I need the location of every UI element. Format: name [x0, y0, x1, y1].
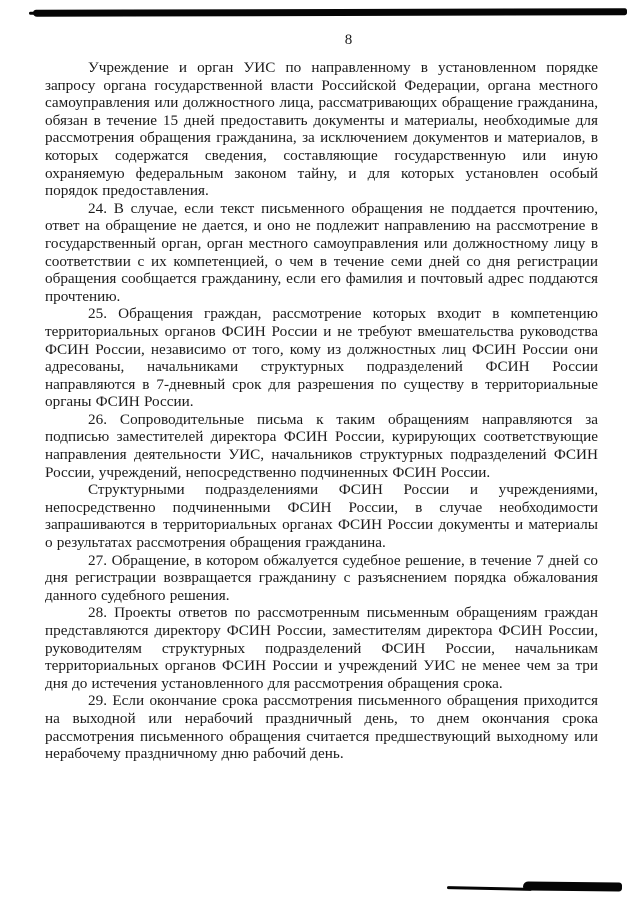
- page-number: 8: [344, 32, 353, 48]
- paragraph-25: 25. Обращения граждан, рассмотрение которых входит в компетенцию территориальных органов ФСИН России и не требуют вмешательства руководства ФСИН России, независимо от того, кому из должностных лиц ФСИН России они адресованы, начальниками структурных подразделений ФСИН России направляются в 7-дневный срок для разрешения по существу в территориальные органы ФСИН России.: [45, 305, 598, 411]
- paragraph-24: 24. В случае, если текст письменного обращения не поддается прочтению, ответ на обращение не дается, и оно не подлежит направлению на рассмотрение в государственный орган, орган местного самоуправления или должностному лицу в соответствии с их компетенцией, о чем в течение семи дней со дня регистрации обращения сообщается гражданину, если его фамилия и почтовый адрес поддаются прочтению.: [45, 199, 598, 305]
- scan-artifact-bottom-edge: [523, 881, 622, 891]
- document-body: [45, 59, 598, 763]
- paragraph-29: 29. Если окончание срока рассмотрения письменного обращения приходится на выходной или нерабочий праздничный день, то днем окончания срока рассмотрения письменного обращения считается предшествующий выходному или нерабочему праздничному дню рабочий день.: [45, 692, 598, 763]
- paragraph-26: 26. Сопроводительные письма к таким обращениям направляются за подписью заместителей директора ФСИН России, курирующих соответствующие направления деятельности УИС, начальников структурных подразделений ФСИН России, учреждений, непосредственно подчиненных ФСИН России.: [45, 410, 598, 481]
- scan-artifact-top-edge: [33, 8, 627, 17]
- paragraph-28: 28. Проекты ответов по рассмотренным письменным обращениям граждан представляются директору ФСИН России, заместителям директора ФСИН России, руководителям структурных подразделений ФСИН России, начальникам территориальных органов ФСИН России и учреждений УИС не менее чем за три дня до истечения установленного для рассмотрения обращения срока.: [45, 604, 598, 692]
- paragraph-27: 27. Обращение, в котором обжалуется судебное решение, в течение 7 дней со дня регистрации возвращается гражданину с разъяснением порядка обжалования данного судебного решения.: [45, 551, 598, 604]
- scan-artifact-bottom-tail: [447, 886, 532, 891]
- paragraph-26-structural: Структурными подразделениями ФСИН России и учреждениями, непосредственно подчиненными ФСИН России, в случае необходимости запрашиваются в территориальных органах ФСИН России документы и материалы о результатах рассмотрения обращения гражданина.: [45, 481, 598, 552]
- paragraph-continuation-23: Учреждение и орган УИС по направленному в установленном порядке запросу органа государственной власти Российской Федерации, органа местного самоуправления или должностного лица, рассматривающих обращение гражданина, обязан в течение 15 дней предоставить документы и материалы, необходимые для рассмотрения обращения гражданина, за исключением документов и материалов, в которых содержатся сведения, составляющие государственную или иную охраняемую федеральным законом тайну, и для которых установлен особый порядок предоставления.: [45, 59, 598, 200]
